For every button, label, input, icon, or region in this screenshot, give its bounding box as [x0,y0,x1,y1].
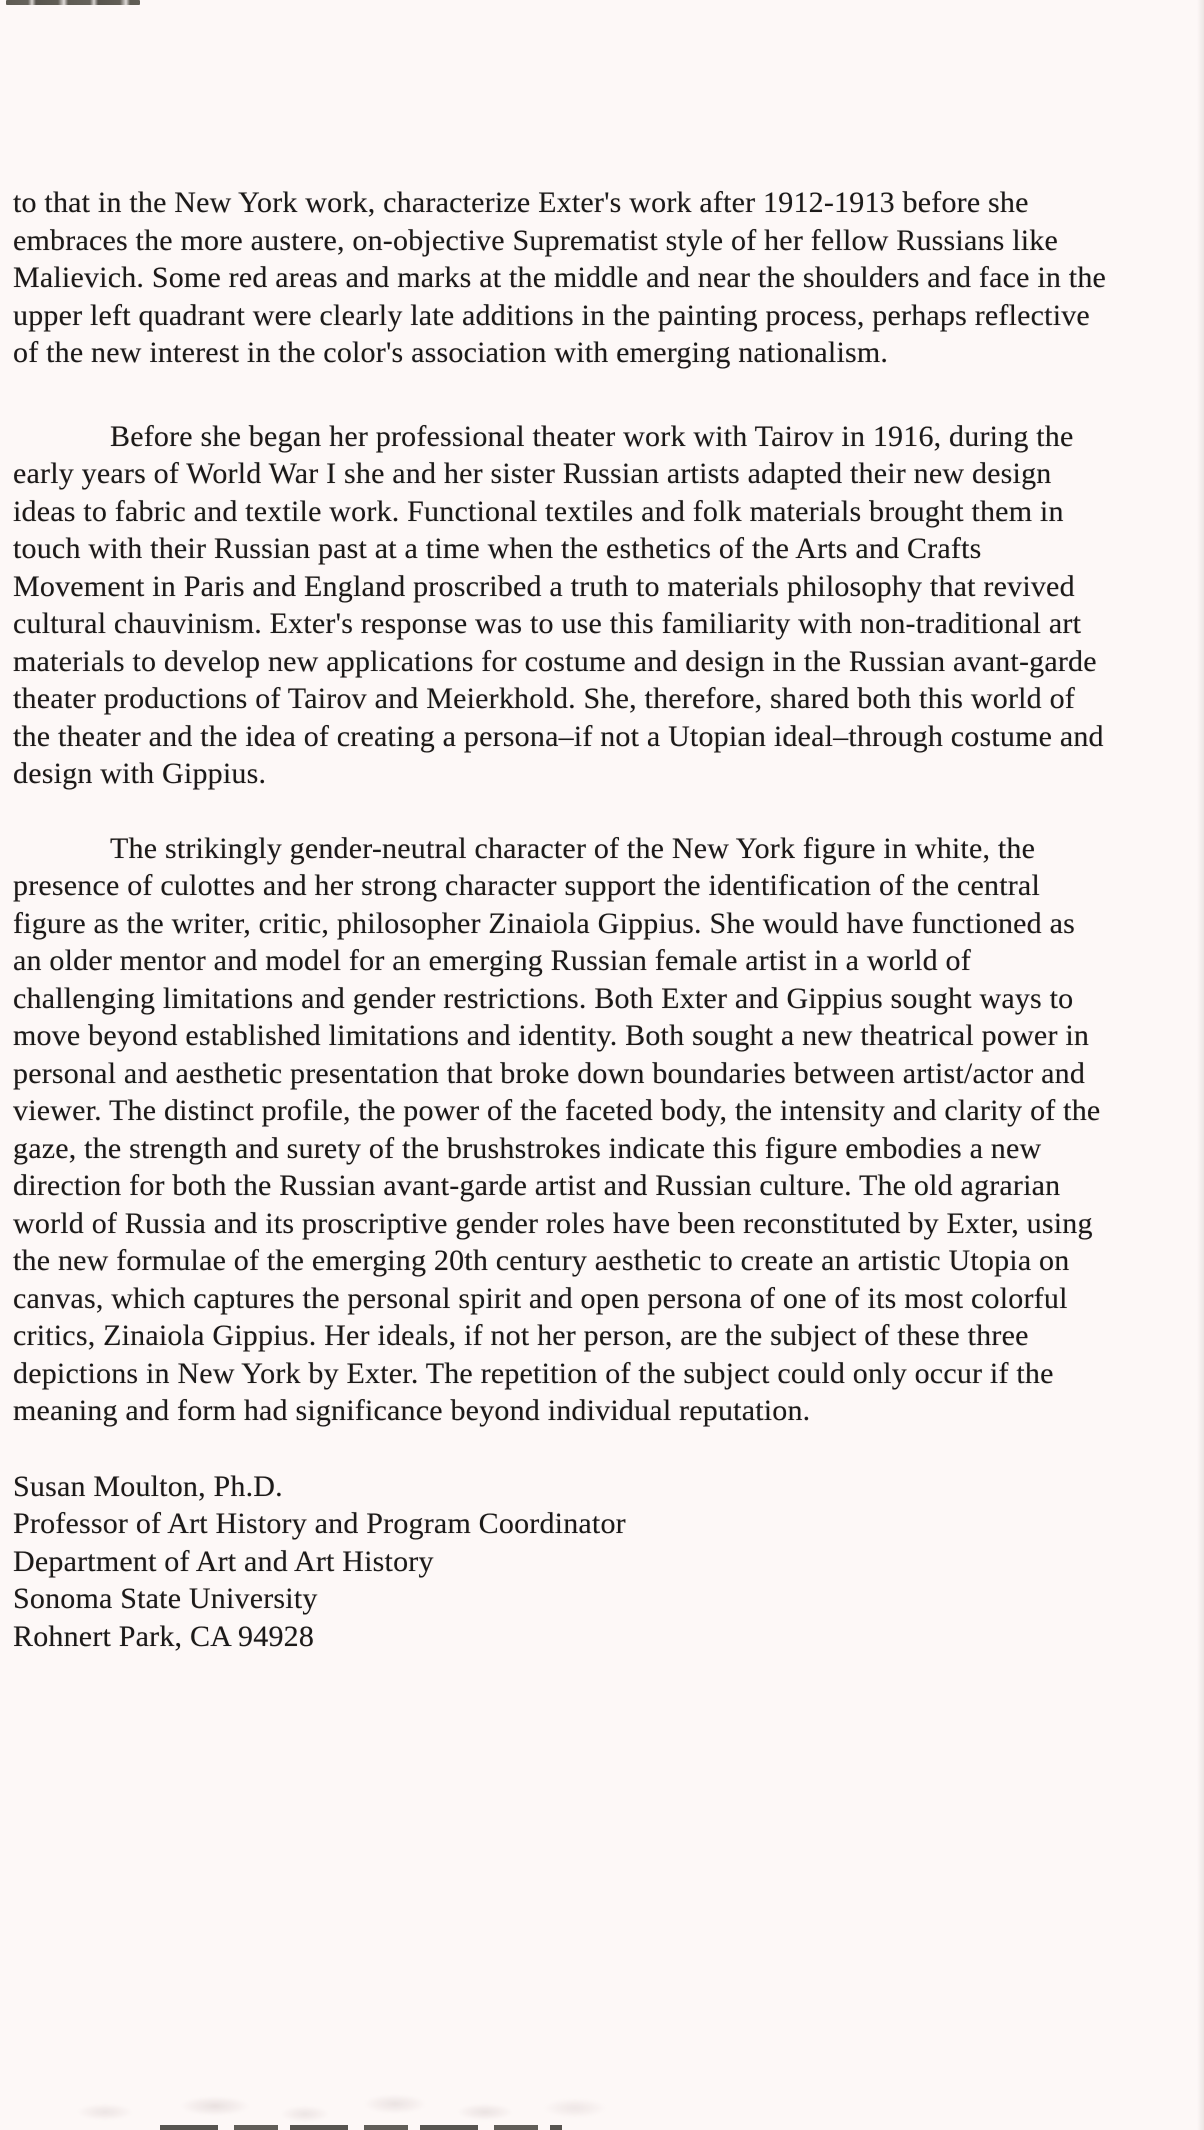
text-line: touch with their Russian past at a time when the esthetics of the Arts and Crafts [13,532,982,565]
text-line: challenging limitations and gender restrictions. Both Exter and Gippius sought ways to [13,981,1074,1015]
document-text-block [13,184,1204,1692]
text-line: to that in the New York work, characterize Exter's work after 1912-1913 before she [13,186,1029,219]
text-line: of the new interest in the color's association with emerging nationalism. [13,336,889,369]
text-line: ideas to fabric and textile work. Functional textiles and folk materials brought them in [13,494,1064,528]
text-line: materials to develop new applications for costume and design in the Russian avant-garde [13,644,1097,678]
text-line: embraces the more austere, on-objective Suprematist style of her fellow Russians like [13,223,1059,257]
signature-block [13,1468,1204,1656]
signature-institution: Sonoma State University [13,1582,318,1615]
text-line: critics, Zinaiola Gippius. Her ideals, if not her person, are the subject of these three [13,1319,1029,1352]
text-line: viewer. The distinct profile, the power of the faceted body, the intensity and clarity of the [13,1094,1101,1127]
scan-artifact-top-strip [6,0,140,5]
text-line: direction for both the Russian avant-garde artist and Russian culture. The old agrarian [13,1169,1061,1202]
text-line: design with Gippius. [13,757,267,790]
text-line: meaning and form had significance beyond individual reputation. [13,1394,811,1427]
text-line: the theater and the idea of creating a persona–if not a Utopian ideal–through costume and [13,719,1104,753]
text-line: figure as the writer, critic, philosopher Zinaiola Gippius. She would have functioned as [13,906,1075,940]
text-line: theater productions of Tairov and Meierkhold. She, therefore, shared both this world of [13,682,1075,715]
text-line: presence of culottes and her strong character support the identification of the central [13,869,1040,902]
paragraph-2 [13,418,1204,793]
paragraph-3 [13,830,1204,1430]
text-line: depictions in New York by Exter. The repetition of the subject could only occur if the [13,1356,1054,1390]
text-line: move beyond established limitations and identity. Both sought a new theatrical power in [13,1019,1090,1052]
signature-name: Susan Moulton, Ph.D. [13,1469,283,1503]
text-line: Before she began her professional theater work with Tairov in 1916, during the [110,419,1074,453]
text-line: world of Russia and its proscriptive gender roles have been reconstituted by Exter, using [13,1206,1093,1240]
text-line: cultural chauvinism. Exter's response was to use this familiarity with non-traditional art [13,607,1082,640]
text-line: personal and aesthetic presentation that broke down boundaries between artist/actor and [13,1056,1086,1090]
text-line: an older mentor and model for an emerging Russian female artist in a world of [13,944,971,977]
text-line: gaze, the strength and surety of the brushstrokes indicate this figure embodies a new [13,1131,1042,1165]
paragraph-1 [13,184,1204,372]
text-line: The strikingly gender-neutral character of the New York figure in white, the [110,831,1036,865]
signature-department: Department of Art and Art History [13,1544,434,1578]
text-line: upper left quadrant were clearly late additions in the painting process, perhaps reflective [13,298,1090,332]
signature-title: Professor of Art History and Program Coordinator [13,1507,626,1540]
scan-artifact-bottom-strip [160,2125,562,2130]
text-line: Movement in Paris and England proscribed a truth to materials philosophy that revived [13,569,1075,603]
text-line: canvas, which captures the personal spirit and open persona of one of its most colorful [13,1281,1068,1315]
text-line: early years of World War I she and her sister Russian artists adapted their new design [13,457,1052,490]
text-line: Malievich. Some red areas and marks at the middle and near the shoulders and face in the [13,261,1107,294]
text-line: the new formulae of the emerging 20th century aesthetic to create an artistic Utopia on [13,1244,1070,1277]
scan-artifact-ghost-smudge [45,2088,645,2126]
signature-address: Rohnert Park, CA 94928 [13,1619,315,1653]
